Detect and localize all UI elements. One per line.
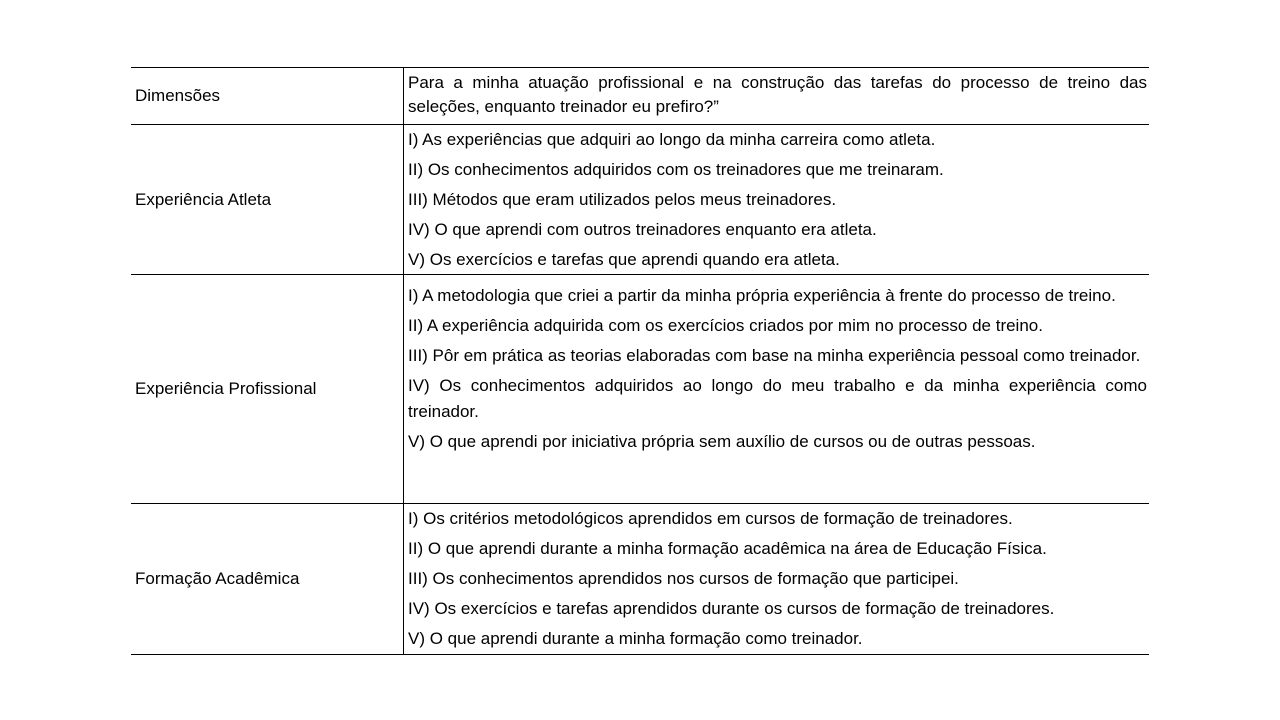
- dimension-header-cell: [131, 68, 404, 124]
- list-item: I) As experiências que adquiri ao longo da minha carreira como atleta.: [408, 130, 936, 149]
- question-header-cell: [404, 68, 1149, 124]
- dimension-cell: [131, 125, 404, 274]
- dimension-cell: [131, 504, 404, 654]
- dimension-cell: [131, 275, 404, 503]
- items-cell: [404, 125, 1149, 274]
- dimension-header-label: Dimensões: [135, 86, 221, 105]
- dimension-label: Experiência Atleta: [135, 189, 272, 209]
- list-item: V) Os exercícios e tarefas que aprendi quando era atleta.: [408, 250, 840, 269]
- list-item: II) A experiência adquirida com os exercícios criados por mim no processo de treino.: [408, 316, 1043, 335]
- table-header-row: [131, 68, 1149, 125]
- list-item: IV) Os conhecimentos adquiridos ao longo do meu trabalho e da minha experiência como treinador.: [408, 376, 1147, 421]
- list-item: II) O que aprendi durante a minha formação acadêmica na área de Educação Física.: [408, 539, 1047, 558]
- items-cell: [404, 504, 1149, 654]
- list-item: I) A metodologia que criei a partir da minha própria experiência à frente do processo de treino.: [408, 286, 1116, 305]
- list-item: III) Métodos que eram utilizados pelos meus treinadores.: [408, 190, 837, 209]
- list-item: III) Os conhecimentos aprendidos nos cursos de formação que participei.: [408, 569, 959, 588]
- dimension-label: Formação Acadêmica: [135, 569, 300, 588]
- dimension-label: Experiência Profissional: [135, 379, 317, 398]
- items-cell: [404, 275, 1149, 503]
- list-item: IV) O que aprendi com outros treinadores enquanto era atleta.: [408, 220, 877, 239]
- list-item: II) Os conhecimentos adquiridos com os treinadores que me treinaram.: [408, 160, 944, 179]
- table-row-experiencia-profissional: [131, 275, 1149, 504]
- table-row-experiencia-atleta: [131, 125, 1149, 275]
- table-row-formacao-academica: [131, 504, 1149, 655]
- list-item: IV) Os exercícios e tarefas aprendidos durante os cursos de formação de treinadores.: [408, 599, 1055, 618]
- list-item: V) O que aprendi por iniciativa própria sem auxílio de cursos ou de outras pessoas.: [408, 432, 1036, 451]
- question-header-text: Para a minha atuação profissional e na construção das tarefas do processo de treino das seleções, enquanto treinador eu prefiro?”: [408, 73, 1147, 116]
- list-item: III) Pôr em prática as teorias elaboradas com base na minha experiência pessoal como treinador.: [408, 346, 1141, 365]
- list-item: I) Os critérios metodológicos aprendidos em cursos de formação de treinadores.: [408, 509, 1013, 528]
- dimensions-table: [131, 67, 1149, 655]
- list-item: V) O que aprendi durante a minha formação como treinador.: [408, 629, 863, 648]
